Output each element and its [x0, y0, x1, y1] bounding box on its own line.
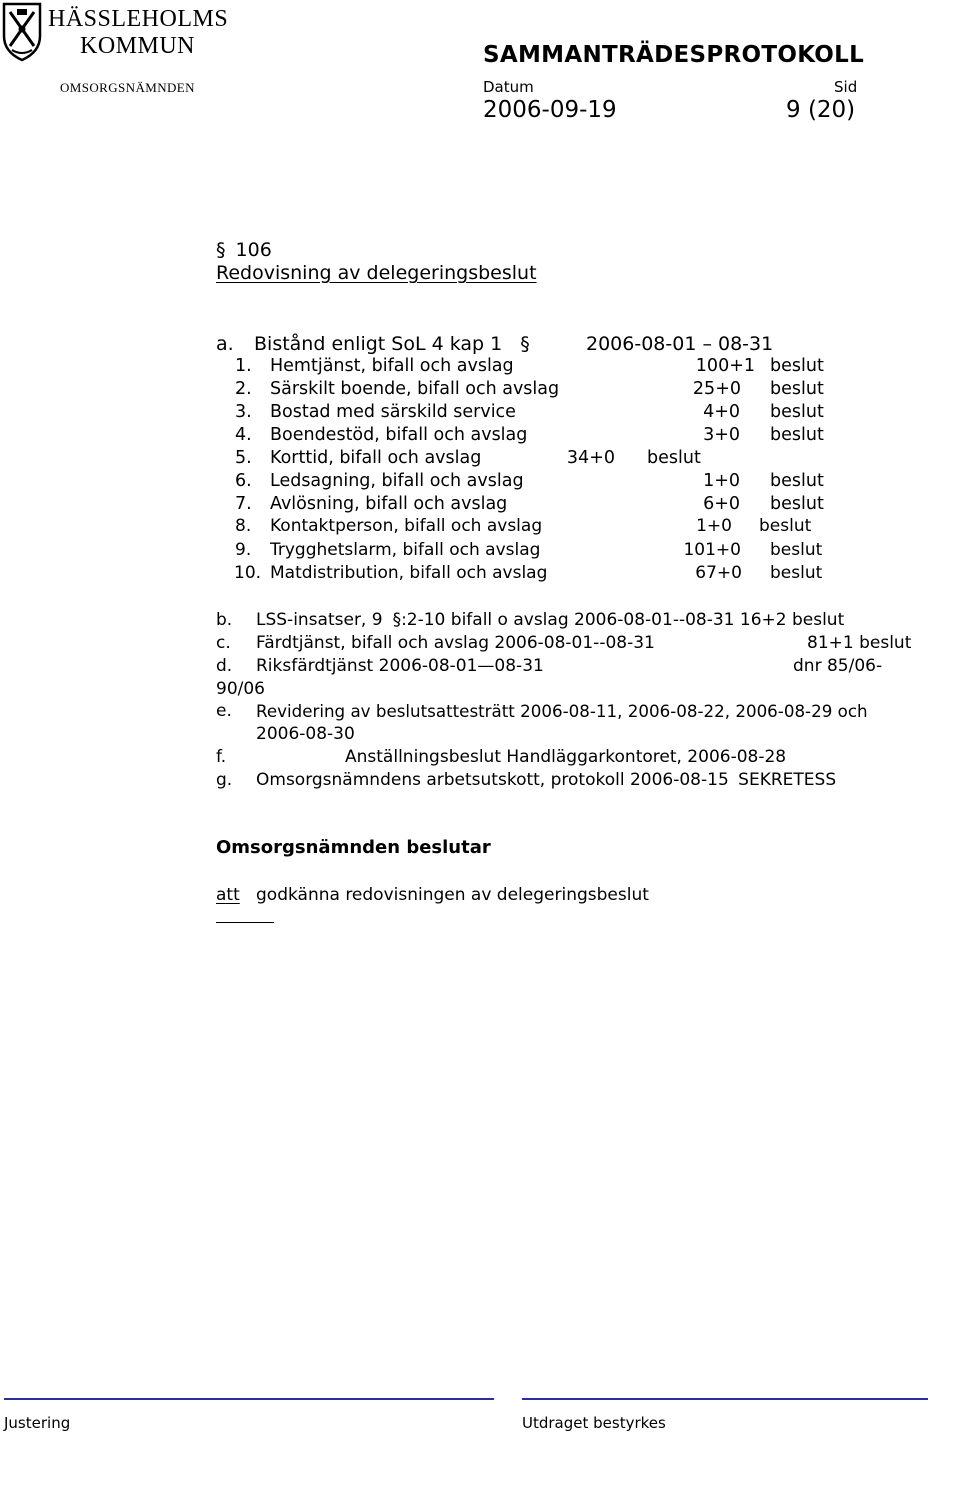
item-c-text: Färdtjänst, bifall och avslag 2006-08-01--08-31 [256, 633, 655, 653]
item-a-row-number: 4. [235, 425, 252, 445]
item-e-marker: e. [216, 701, 232, 721]
item-e-text: Revidering av beslutsattesträtt 2006-08-11, 2006-08-22, 2006-08-29 och [256, 701, 868, 721]
item-a-row-text: Trygghetslarm, bifall och avslag [270, 540, 541, 560]
item-a-row-count: 100+1 [695, 356, 755, 376]
item-g-confidential-tag: SEKRETESS [738, 770, 837, 790]
item-a-row-unit: beslut [770, 563, 823, 583]
date-label: Datum [483, 78, 534, 96]
page-label: Sid [834, 78, 858, 96]
item-a-row-count: 25+0 [692, 379, 741, 399]
item-a-row-count: 67+0 [695, 563, 742, 583]
section-heading [216, 262, 537, 284]
item-a-row-number: 9. [235, 540, 252, 560]
decision-heading: Omsorgsnämnden beslutar [216, 837, 491, 858]
item-a-row-count: 1+0 [696, 516, 732, 536]
item-b-text-post: :2-10 bifall o avslag 2006-08-01--08-31 16+2 beslut [401, 610, 845, 630]
item-a-row-count: 4+0 [703, 402, 740, 422]
item-b-text-pre: LSS-insatser, 9 [256, 610, 383, 630]
item-a-row-text: Korttid, bifall och avslag [270, 448, 482, 468]
item-a-row-text: Kontaktperson, bifall och avslag [270, 516, 543, 536]
item-a-row-number: 5. [235, 448, 252, 468]
item-a-row-unit: beslut [759, 516, 812, 536]
document-title: SAMMANTRÄDESPROTOKOLL [483, 42, 865, 68]
item-a-row-unit: beslut [770, 425, 824, 445]
item-a-row-number: 3. [235, 402, 252, 422]
item-f-marker: f. [216, 747, 227, 767]
item-a-row-number: 10. [234, 563, 262, 583]
item-a-marker: a. [216, 333, 234, 355]
item-a-row-count: 3+0 [703, 425, 740, 445]
item-g-marker: g. [216, 770, 233, 790]
item-d-text: Riksfärdtjänst 2006-08-01—08-31 [256, 656, 544, 676]
item-a-row-unit: beslut [770, 402, 824, 422]
item-a-row-unit: beslut [770, 540, 823, 560]
item-a-row-number: 1. [235, 356, 252, 376]
footer-rule-right [522, 1398, 928, 1400]
item-c-marker: c. [216, 633, 231, 653]
decision-end-rule [216, 922, 274, 923]
item-a-row-number: 7. [235, 494, 252, 514]
item-a-row-unit: beslut [770, 471, 824, 491]
item-a-row-number: 2. [235, 379, 252, 399]
item-c-count: 81+1 beslut [807, 633, 912, 653]
footer-justering-label: Justering [4, 1414, 71, 1432]
committee-name: OMSORGSNÄMNDEN [60, 80, 195, 95]
item-g-text-main: Omsorgsnämndens arbetsutskott, protokoll 2006-08-15 [256, 770, 729, 790]
decision-text: godkänna redovisningen av delegeringsbeslut [256, 885, 649, 905]
section-heading-text: Redovisning av delegeringsbeslut [216, 262, 537, 284]
item-a-paragraph-symbol: § [520, 333, 530, 355]
item-e-continuation: 2006-08-30 [256, 724, 355, 744]
item-b-marker: b. [216, 610, 233, 630]
item-a-row-number: 8. [235, 516, 252, 536]
decision-att [216, 885, 240, 905]
item-d-continuation: 90/06 [216, 679, 265, 699]
item-a-row-number: 6. [235, 471, 252, 491]
item-d-marker: d. [216, 656, 233, 676]
footer-rule-left [4, 1398, 494, 1400]
item-a-row-text: Bostad med särskild service [270, 402, 516, 422]
item-a-period: 2006-08-01 – 08-31 [586, 333, 774, 355]
item-a-row-count: 101+0 [683, 540, 741, 560]
item-a-label-text: Bistånd enligt SoL 4 kap 1 [254, 333, 503, 355]
item-b-text [256, 610, 844, 630]
item-a-row-text: Matdistribution, bifall och avslag [270, 563, 548, 583]
meeting-date: 2006-09-19 [483, 97, 617, 123]
section-number [216, 239, 272, 261]
item-a-row-unit: beslut [770, 494, 824, 514]
footer-utdraget-label: Utdraget bestyrkes [522, 1414, 666, 1432]
org-name-line2: KOMMUN [80, 33, 196, 59]
item-a-row-count: 34+0 [566, 448, 615, 468]
item-d-dnr: dnr 85/06- [793, 656, 883, 676]
paragraph-symbol: § [216, 239, 226, 261]
coat-of-arms-icon [2, 2, 42, 62]
item-g-text [256, 770, 836, 790]
item-a-row-text: Hemtjänst, bifall och avslag [270, 356, 514, 376]
item-a-row-unit: beslut [770, 356, 824, 376]
item-a-row-text: Boendestöd, bifall och avslag [270, 425, 528, 445]
item-a-row-count: 6+0 [703, 494, 740, 514]
page-number: 9 (20) [786, 97, 856, 123]
item-b-paragraph-symbol: § [392, 610, 402, 630]
org-name-line1: HÄSSLEHOLMS [48, 6, 229, 32]
item-a-row-text: Särskilt boende, bifall och avslag [270, 379, 560, 399]
item-a-row-text: Avlösning, bifall och avslag [270, 494, 508, 514]
item-a-row-count: 1+0 [703, 471, 740, 491]
item-a-row-text: Ledsagning, bifall och avslag [270, 471, 524, 491]
item-a-row-unit: beslut [647, 448, 701, 468]
item-a-row-unit: beslut [770, 379, 824, 399]
decision-att-word: att [216, 885, 240, 905]
item-f-text: Anställningsbeslut Handläggarkontoret, 2006-08-28 [345, 747, 787, 767]
item-a-label [254, 333, 530, 355]
section-number-value: 106 [235, 239, 272, 261]
